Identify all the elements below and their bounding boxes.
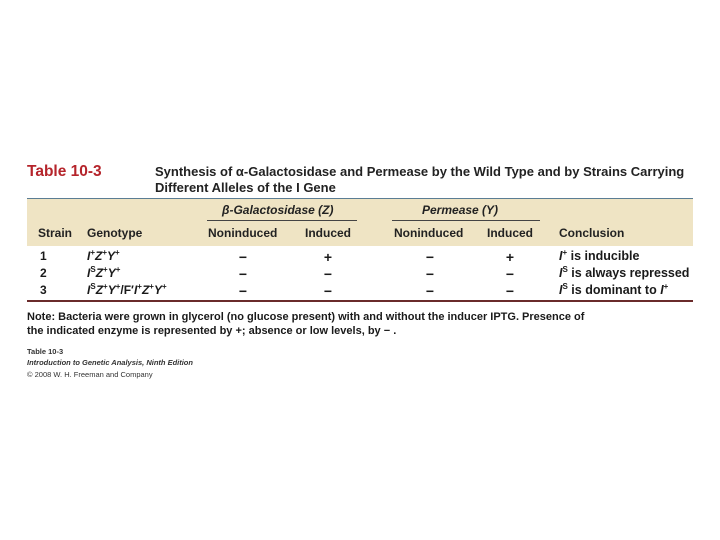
group-header-galactosidase: β-Galactosidase (Z)	[222, 203, 334, 217]
column-header-genotype: Genotype	[87, 226, 143, 240]
symbol-base: Z	[95, 249, 103, 263]
symbol-base: I	[133, 283, 138, 297]
symbol-base: Z	[95, 266, 104, 280]
caption-table-number: Table 10-3	[27, 347, 64, 356]
z-induced-value: −	[323, 283, 333, 299]
symbol-base: I	[87, 266, 91, 280]
allele-superscript: S	[562, 282, 568, 291]
column-header-y-noninduced: Noninduced	[394, 226, 464, 240]
symbol-base: I	[87, 283, 91, 297]
z-noninduced-value: −	[238, 249, 248, 265]
table-title-line-1: Synthesis of α-Galactosidase and Permease by the Wild Type and by Strains Carrying	[155, 164, 685, 179]
y-induced-value: −	[505, 266, 515, 282]
conclusion	[559, 283, 668, 297]
group-underline-y	[392, 220, 540, 221]
allele-superscript: +	[161, 282, 167, 291]
column-header-z-induced: Induced	[305, 226, 352, 240]
allele-superscript: +	[663, 282, 669, 291]
column-header-y-induced: Induced	[487, 226, 534, 240]
table-note-line-1: Note: Bacteria were grown in glycerol (no glucose present) with and without the inducer IPTG. Presence of	[27, 311, 585, 323]
column-header-conclusion: Conclusion	[559, 226, 625, 240]
symbol-base: is dominant to	[567, 283, 661, 297]
symbol-base: is inducible	[567, 249, 640, 263]
genotype	[87, 283, 167, 297]
symbol-base: /F′	[120, 283, 134, 297]
table-bottom-rule	[27, 300, 693, 302]
conclusion	[559, 249, 639, 263]
allele-superscript: S	[562, 265, 568, 274]
z-induced-value: +	[323, 249, 333, 265]
allele-superscript: +	[115, 282, 121, 291]
y-noninduced-value: −	[425, 283, 435, 299]
column-header-z-noninduced: Noninduced	[208, 226, 278, 240]
y-induced-value: +	[505, 249, 515, 265]
genotype	[87, 266, 120, 280]
allele-superscript: +	[103, 282, 108, 291]
symbol-base: Y	[107, 249, 116, 263]
allele-superscript: +	[90, 248, 96, 257]
symbol-base: I	[559, 249, 563, 263]
y-induced-value: −	[505, 283, 515, 299]
symbol-base: I	[559, 266, 563, 280]
allele-superscript: +	[137, 282, 142, 291]
symbol-base: Z	[141, 283, 150, 297]
table-title-line-2: Different Alleles of the I Gene	[155, 180, 336, 195]
allele-superscript: +	[102, 248, 108, 257]
allele-superscript: +	[149, 282, 154, 291]
allele-superscript: S	[90, 282, 96, 291]
symbol-base: Y	[107, 283, 116, 297]
allele-superscript: +	[115, 265, 121, 274]
allele-superscript: S	[90, 265, 96, 274]
genotype	[87, 249, 120, 263]
group-underline-z	[207, 220, 357, 221]
z-induced-value: −	[323, 266, 333, 282]
symbol-base: I	[559, 283, 563, 297]
allele-superscript: +	[115, 248, 120, 257]
table-note-line-2: the indicated enzyme is represented by +; absence or low levels, by − .	[27, 325, 397, 337]
allele-superscript: +	[103, 265, 108, 274]
strain-number: 1	[40, 249, 47, 263]
strain-number: 3	[40, 283, 47, 297]
caption-book-title: Introduction to Genetic Analysis, Ninth Edition	[27, 358, 193, 367]
table-number: Table 10-3	[27, 163, 102, 180]
symbol-base: I	[87, 249, 91, 263]
column-header-strain: Strain	[38, 226, 73, 240]
y-noninduced-value: −	[425, 266, 435, 282]
y-noninduced-value: −	[425, 249, 435, 265]
symbol-base: is always repressed	[567, 266, 690, 280]
caption-copyright: © 2008 W. H. Freeman and Company	[27, 370, 153, 379]
symbol-base: Y	[107, 266, 116, 280]
z-noninduced-value: −	[238, 266, 248, 282]
symbol-base: Y	[153, 283, 162, 297]
symbol-base: Z	[95, 283, 104, 297]
z-noninduced-value: −	[238, 283, 248, 299]
strain-number: 2	[40, 266, 47, 280]
symbol-base: I	[660, 283, 664, 297]
conclusion	[559, 266, 689, 280]
group-header-permease: Permease (Y)	[422, 203, 499, 217]
allele-superscript: +	[562, 248, 568, 257]
